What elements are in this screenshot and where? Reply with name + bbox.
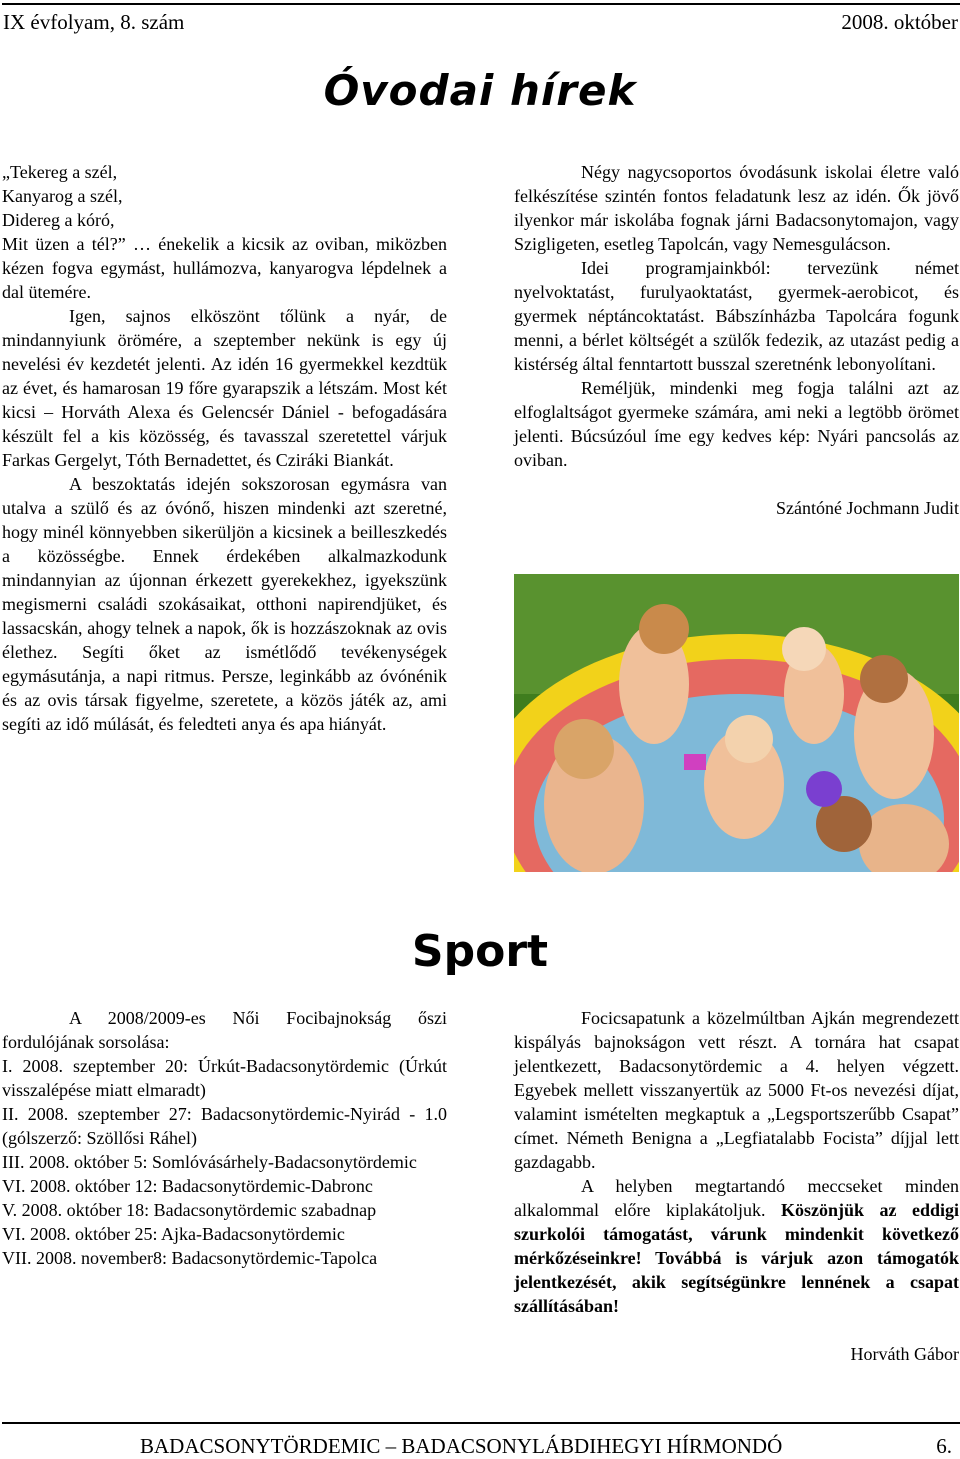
- paragraph-bold-text: Köszönjük az eddigi szurkolói támogatást, várunk mindenkit következő mérkőzéseinkre! Továbbá is várjuk azon támogatók jelentkezését, akik segítségünkre lennének a csapat szállításában!: [514, 1200, 959, 1316]
- pool-photo: [514, 574, 959, 872]
- fixture-item: VII. 2008. november8: Badacsonytördemic-Tapolca: [2, 1248, 378, 1268]
- section-title-kindergarten: Óvodai hírek: [323, 66, 637, 115]
- fixture-item: III. 2008. október 5: Somlóvásárhely-Badacsonytördemic: [2, 1152, 417, 1172]
- paragraph: Mit üzen a tél?” … énekelik a kicsik az oviban, miközben kézen fogva egymást, hullámozva, kanyarogva lépdelnek a dal ütemére.: [2, 234, 447, 302]
- fixture-item: V. 2008. október 18: Badacsonytördemic szabadnap: [2, 1200, 377, 1220]
- issue-date: 2008. október: [841, 10, 958, 34]
- kindergarten-left-column: [2, 160, 447, 736]
- fixture-item: VI. 2008. október 25: Ajka-Badacsonytördemic: [2, 1224, 345, 1244]
- paragraph: [514, 1174, 959, 1318]
- toy-bucket: [806, 771, 842, 807]
- author-signature: Horváth Gábor: [850, 1344, 959, 1364]
- paragraph: Idei programjainkból: tervezünk német nyelvoktatást, furulyaoktatást, gyermek-aerobicot, és gyermek néptáncoktatást. Bábszínházba Tapolcára fogunk menni, a bérlet költségét a szülők fedezik, az utazást pedig a kistérség által fenntartott busszal szeretnénk lebonyolítani.: [514, 258, 959, 374]
- child-head: [782, 627, 826, 671]
- poem-line: „Tekereg a szél,: [2, 162, 118, 182]
- page-footer: [0, 1420, 960, 1456]
- page-number: 6.: [936, 1434, 952, 1458]
- page-header: [0, 0, 960, 40]
- section-title-sport: Sport: [411, 926, 549, 977]
- author-signature: Szántóné Jochmann Judit: [776, 498, 959, 518]
- paragraph: A beszoktatás idején sokszorosan egymásra van utalva a szülő és az óvónő, hiszen mindenki azt szeretné, hogy minél könnyebben sikerüljön a kicsinek a beilleszkedés a közösségbe. Ennek érdekében alkalmazkodunk mindannyian az újonnan érkezett gyerekekhez, igyekszünk megismerni családi szokásaikat, otthoni napirendjüket, és lassacskán, ahogy telnek a napok, ők is hozzászoknak az ovis élethez. Segíti őket az ismétlődő tevékenységek egymásutánja, a napi ritmus. Persze, leginkább az óvónénik és az ovis társak figyelme, szeretete, a közös játék az, ami segíti az idő múlását, és feledteti anya és apa hiányát.: [2, 474, 447, 734]
- child-head: [725, 715, 773, 763]
- issue-number: IX évfolyam, 8. szám: [3, 10, 185, 34]
- paragraph: Reméljük, mindenki meg fogja találni azt az elfoglaltságot gyermeke számára, ami neki a legtöbb örömet jelenti. Búcsúzóul íme egy kedves kép: Nyári pancsolás az oviban.: [514, 378, 959, 470]
- poem-line: Kanyarog a szél,: [2, 186, 123, 206]
- fixture-item: II. 2008. szeptember 27: Badacsonytördemic-Nyirád - 1.0 (gólszerző: Szöllősi Ráhel): [2, 1104, 447, 1148]
- fixture-item: I. 2008. szeptember 20: Úrkút-Badacsonytördemic (Úrkút visszalépése miatt elmaradt): [2, 1056, 447, 1100]
- paragraph: Focicsapatunk a közelmúltban Ajkán megrendezett kispályás bajnokságon vett részt. A tornára hat csapat jelentkezett, Badacsonytördemic a 4. helyen végzett. Egyebek mellett visszanyertük az 5000 Ft-os nevezési díjat, valamint ismételten megkaptuk a „Legsportszerűbb Csapat” címet. Németh Benigna a „Legfiatalabb Focista” díjjal lett gazdagabb.: [514, 1008, 959, 1172]
- kindergarten-right-column: [514, 160, 959, 520]
- paragraph: Négy nagycsoportos óvodásunk iskolai életre való felkészítése szintén fontos feladatunk lesz az idén. Ők jövő ilyenkor már iskolába fognak járni Badacsonytomajon, vagy Szigligeten, esetleg Tapolcán, vagy Nemesgulácson.: [514, 162, 959, 254]
- child-head: [639, 604, 689, 654]
- publication-name: BADACSONYTÖRDEMIC – BADACSONYLÁBDIHEGYI HÍRMONDÓ: [140, 1434, 783, 1458]
- sport-left-column: [2, 1006, 447, 1270]
- fixtures-intro: A 2008/2009-es Női Focibajnokság őszi fordulójának sorsolása:: [2, 1008, 447, 1052]
- footer-rule: [2, 1422, 960, 1424]
- child-head: [554, 719, 614, 779]
- poem-line: Didereg a kóró,: [2, 210, 115, 230]
- fixture-item: VI. 2008. október 12: Badacsonytördemic-Dabronc: [2, 1176, 373, 1196]
- child-head: [860, 655, 908, 703]
- paragraph-normal-text: A helyben megtartandó meccseket minden alkalommal előre kiplakátoljuk.: [514, 1176, 959, 1220]
- paragraph: Igen, sajnos elköszönt tőlünk a nyár, de mindannyiunk örömére, a szeptember nekünk is egy új nevelési év kezdetét jelenti. Az idén 16 gyermekkel kezdtük az évet, és hamarosan 19 főre gyarapszik a létszám. Most két kicsi – Horváth Alexa és Gelencsér Dániel - befogadására készült fel a kis közösség, és tavasszal szeretettel várjuk Farkas Gergelyt, Tóth Bernadettet, és Cziráki Biankát.: [2, 306, 447, 470]
- sport-right-column: [514, 1006, 959, 1366]
- toy-cup: [684, 754, 706, 770]
- header-rule: [2, 3, 960, 5]
